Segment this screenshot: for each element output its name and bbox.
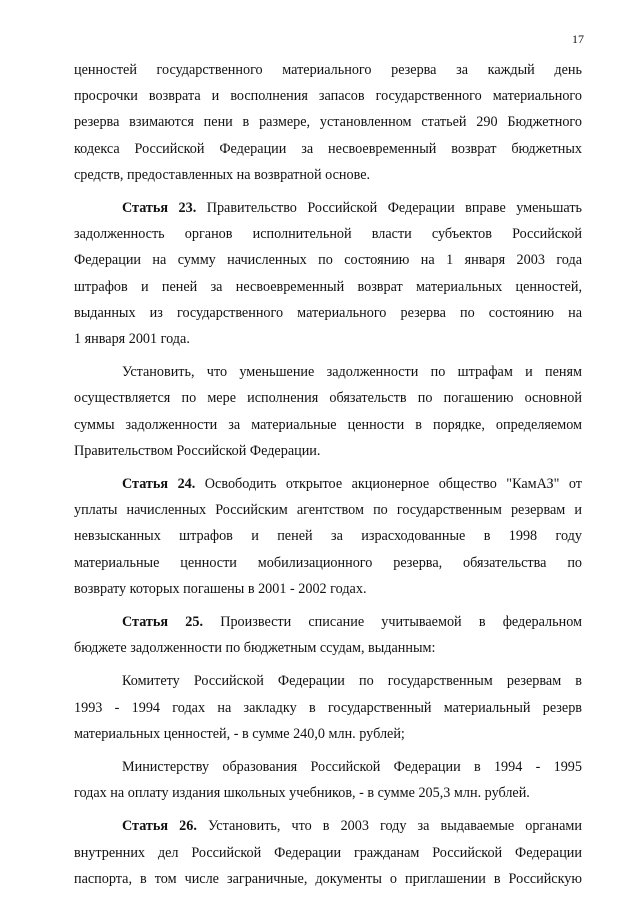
text-line: Министерству образования Российской Федерации в 1994 - 1995 xyxy=(122,759,582,776)
paragraph-committee-loan xyxy=(74,668,582,747)
text-line: Федерации на сумму начисленных по состоянию на 1 января 2003 года xyxy=(74,252,582,269)
article-heading: Статья 23. xyxy=(122,200,197,217)
text-fragment: Установить, что в 2003 году за выдаваемые органами xyxy=(196,818,582,835)
text-line: 1993 - 1994 годах на закладку в государственный материальный резерв xyxy=(74,699,582,716)
text-line: паспорта, в том числе заграничные, документы о приглашении в Российскую xyxy=(74,870,582,887)
text-line: Правительством Российской Федерации. xyxy=(74,442,321,459)
text-line: задолженность органов исполнительной власти субъектов Российской xyxy=(74,226,582,243)
text-line: средств, предоставленных на возвратной основе. xyxy=(74,166,371,183)
text-line: внутренних дел Российской Федерации гражданам Российской Федерации xyxy=(74,844,582,861)
text-line: резерва взимаются пени в размере, установленном статьей 290 Бюджетного xyxy=(74,114,582,131)
text-fragment: Произвести списание учитываемой в федеральном xyxy=(203,614,582,631)
paragraph-article-26 xyxy=(74,813,582,892)
text-fragment: Правительство Российской Федерации вправе уменьшать xyxy=(196,200,582,217)
text-line xyxy=(74,471,582,497)
paragraph-ministry-loan xyxy=(74,754,582,806)
paragraph-article-23 xyxy=(74,195,582,352)
text-line: возврату которых погашены в 2001 - 2002 годах. xyxy=(74,580,367,597)
text-line: материальные ценности мобилизационного резерва, обязательства по xyxy=(74,554,582,571)
text-line: выданных из государственного материального резерва по состоянию на xyxy=(74,304,582,321)
paragraph-article-25 xyxy=(74,609,582,661)
text-line: ценностей государственного материального резерва за каждый день xyxy=(74,62,582,78)
text-line: Комитету Российской Федерации по государственным резервам в xyxy=(122,673,582,690)
article-heading: Статья 25. xyxy=(122,614,204,631)
paragraph-article-24 xyxy=(74,471,582,602)
text-line: суммы задолженности за материальные ценности в порядке, определяемом xyxy=(74,416,582,433)
text-line xyxy=(74,609,582,635)
text-line: бюджете задолженности по бюджетным ссудам, выданным: xyxy=(74,640,436,657)
text-fragment: Освободить открытое акционерное общество "КамАЗ" от xyxy=(195,476,583,493)
text-line: штрафов и пеней за несвоевременный возврат материальных ценностей, xyxy=(74,278,582,295)
article-heading: Статья 26. xyxy=(122,818,197,835)
text-line: кодекса Российской Федерации за несвоевременный возврат бюджетных xyxy=(74,140,582,157)
text-line: уплаты начисленных Российским агентством по государственным резервам и xyxy=(74,502,582,519)
page-number: 17 xyxy=(572,32,584,46)
paragraph-penalties-continuation xyxy=(74,57,582,188)
text-line: просрочки возврата и восполнения запасов государственного материального xyxy=(74,88,582,105)
paragraph-debt-reduction xyxy=(74,359,582,464)
text-line: осуществляется по мере исполнения обязательств по погашению основной xyxy=(74,390,582,407)
text-line xyxy=(74,813,582,839)
text-line xyxy=(74,195,582,221)
article-heading: Статья 24. xyxy=(122,476,196,493)
text-line: 1 января 2001 года. xyxy=(74,331,190,348)
text-line: материальных ценностей, - в сумме 240,0 млн. рублей; xyxy=(74,725,405,742)
text-line: невзысканных штрафов и пеней за израсходованные в 1998 году xyxy=(74,528,582,545)
text-line: Установить, что уменьшение задолженности по штрафам и пеням xyxy=(122,364,582,381)
document-body xyxy=(74,57,582,899)
text-line: годах на оплату издания школьных учебников, - в сумме 205,3 млн. рублей. xyxy=(74,785,530,802)
